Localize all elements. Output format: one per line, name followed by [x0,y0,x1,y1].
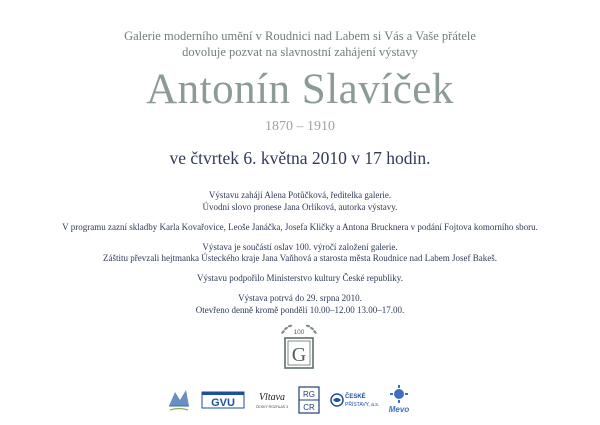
opening-date: ve čtvrtek 6. května 2010 v 17 hodin. [169,148,431,168]
rgcr-top-text: RG [303,390,315,399]
rgcr-logo-icon [298,386,320,414]
emblem-letter: G [291,344,307,366]
details-line: Otevřeno denně kromě pondělí 10.00–12.00 13.00–17.00. [195,304,405,315]
invitation-line-2: dovoluje pozvat na slavnostní zahájení výstavy [182,45,418,59]
artist-name: Antonín Slavíček [146,66,454,113]
event-details [0,190,600,325]
invitation-text [0,28,600,60]
ceske-pristavy-text-2: PŘÍSTAVY, a.s. [345,402,380,408]
vltava-text: Vltava [258,392,286,403]
details-line: Výstava potrvá do 29. srpna 2010. [238,293,362,303]
gvu-text: GVU [211,397,235,409]
details-line: V programu zazní skladby Karla Kovařovice, Leoše Janáčka, Josefa Kličky a Antona Brucknera v podání Fojtova komorního sboru. [62,221,538,232]
invitation-line-1: Galerie moderního umění v Roudnici nad Labem si Vás a Vaše přátele [124,29,476,43]
details-line: Záštitu převzali hejtmanka Ústeckého kraje Jana Vaňhová a starosta města Roudnice nad Labem Josef Bakeš. [103,253,497,263]
gvu-logo-icon [202,390,244,410]
mevo-logo-icon [382,384,416,416]
mevo-text: Mevo [388,405,410,414]
details-paragraph-2 [0,222,600,234]
details-paragraph-4 [0,273,600,285]
ceske-pristavy-text-1: ČESKÉ [345,394,366,400]
vltava-subtext: ČESKÝ ROZHLAS 3 [255,405,289,409]
artist-years: 1870 – 1910 [265,119,335,134]
vltava-logo-icon [252,388,292,412]
gallery-anniversary-emblem-icon [274,322,324,372]
details-paragraph-1 [0,190,600,213]
roudnice-region-logo-icon [166,386,192,414]
details-line: Výstavu podpořilo Ministerstvo kultury České republiky. [197,273,403,283]
ceske-pristavy-logo-icon [330,388,380,412]
rgcr-bottom-text: CR [303,403,315,412]
details-line: Úvodní slovo pronese Jana Orlíková, autorka výstavy. [202,201,398,212]
sponsor-logos [160,384,420,416]
details-line: Výstava je součástí oslav 100. výročí založení galerie. [202,241,398,252]
emblem-number: 100 [293,329,305,336]
details-paragraph-3 [0,242,600,265]
details-paragraph-5 [0,293,600,316]
details-line: Výstavu zahájí Alena Potůčková, ředitelka galerie. [208,190,392,200]
